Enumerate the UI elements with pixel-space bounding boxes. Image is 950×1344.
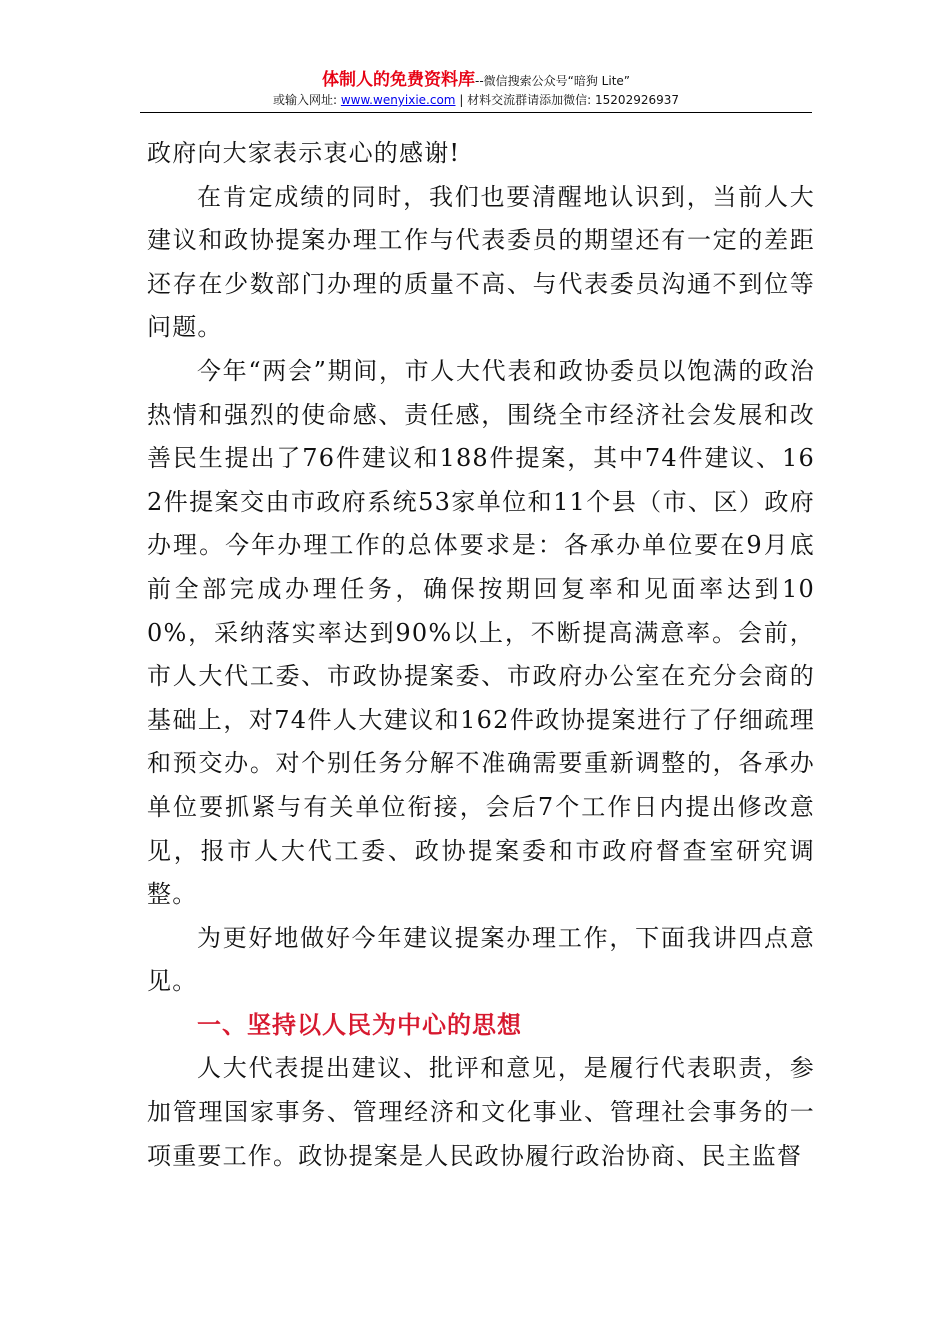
brand-title: 体制人的免费资料库: [321, 70, 475, 90]
header-contact-line: [140, 91, 812, 109]
paragraph-deputies: 人大代表提出建议、批评和意见，是履行代表职责，参加管理国家事务、管理经济和文化事业、管理社会事务的一项重要工作。政协提案是人民政协履行政治协商、民主监督: [147, 1054, 815, 1170]
header-title-line: [140, 70, 812, 91]
url-prefix: 或输入网址:: [272, 93, 341, 107]
contact-info: | 材料交流群请添加微信: 15202926937: [455, 93, 680, 107]
page-header: [140, 70, 812, 113]
website-link[interactable]: www.wenyixie.com: [340, 93, 456, 107]
paragraph-four-points: 为更好地做好今年建议提案办理工作，下面我讲四点意见。: [147, 923, 815, 996]
paragraph-two-sessions: 今年“两会”期间，市人大代表和政协委员以饱满的政治热情和强烈的使命感、责任感，围绕全市经济社会发展和改善民生提出了76件建议和188件提案，其中74件建议、162件提案交由市政府系统53家单位和11个县（市、区）政府办理。今年办理工作的总体要求是：各承办单位要在9月底前全部完成办理任务，确保按期回复率和见面率达到100%，采纳落实率达到90%以上，不断提高满意率。会前，市人大代工委、市政协提案委、市政府办公室在充分会商的基础上，对74件人大建议和162件政协提案进行了仔细疏理和预交办。对个别任务分解不准确需要重新调整的，各承办单位要抓紧与有关单位衔接，会后7个工作日内提出修改意见，报市人大代工委、政协提案委和市政府督查室研究调整。: [147, 356, 815, 909]
header-tagline: --微信搜索公众号“暗狗 Lite”: [474, 74, 631, 88]
paragraph-thanks: 政府向大家表示衷心的感谢!: [147, 139, 461, 167]
document-body: [147, 132, 815, 1178]
section-heading-1: 一、坚持以人民为中心的思想: [197, 1010, 522, 1039]
paragraph-gaps: 在肯定成绩的同时，我们也要清醒地认识到，当前人大建议和政协提案办理工作与代表委员的期望还有一定的差距还存在少数部门办理的质量不高、与代表委员沟通不到位等问题。: [147, 182, 815, 342]
